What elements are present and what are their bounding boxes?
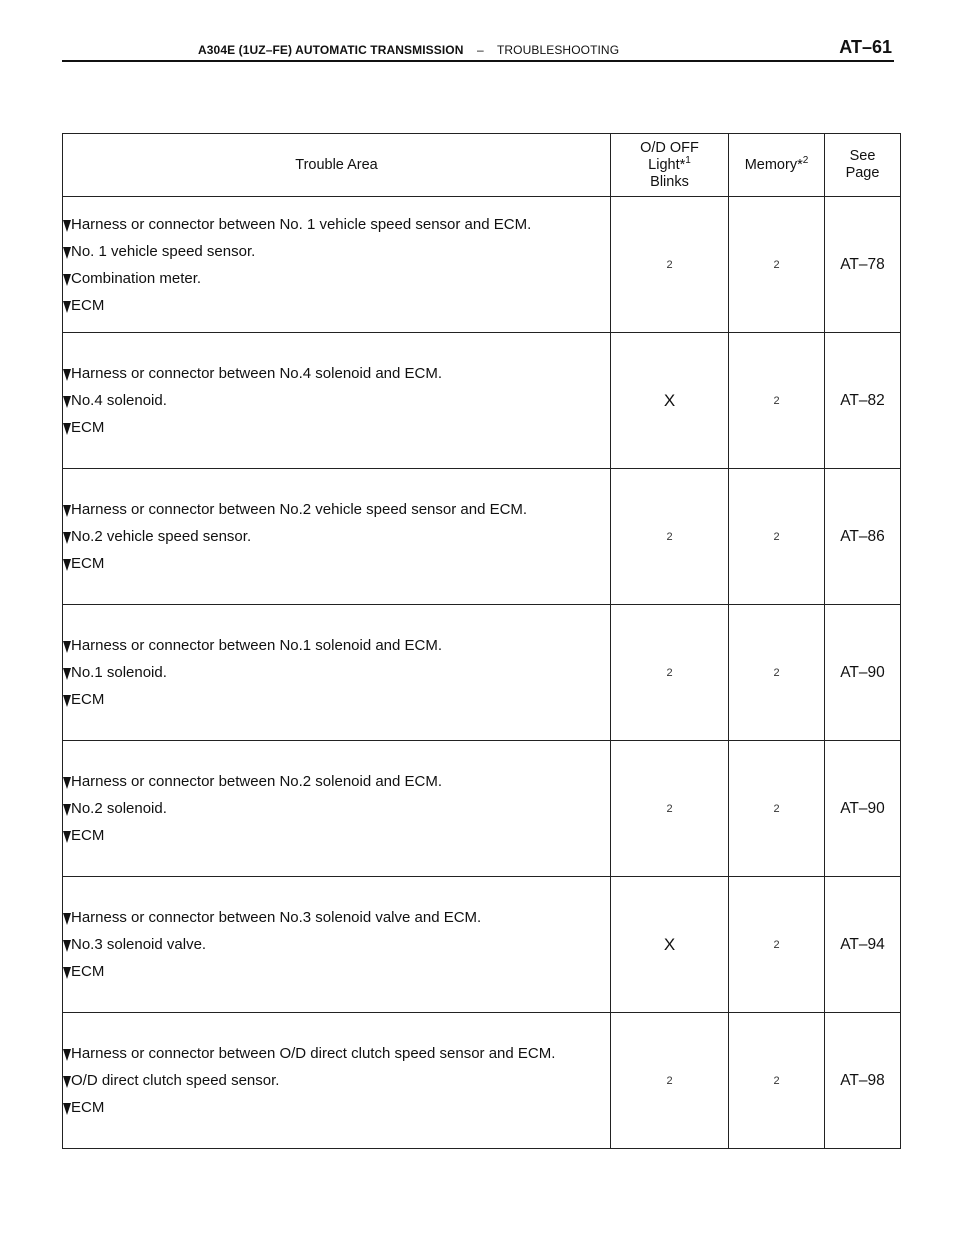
memory-cell: 2 <box>729 605 825 741</box>
memory-cell: 2 <box>729 469 825 605</box>
od-off-line2: Light* <box>648 156 686 173</box>
table-row <box>63 333 901 469</box>
trouble-area-text: Harness or connector between No.2 solenoid and ECM. <box>71 773 443 790</box>
col-header-trouble-area: Trouble Area <box>63 134 611 197</box>
table-header-row <box>63 134 901 197</box>
od-off-footnote: 1 <box>685 154 691 166</box>
memory-cell: 2 <box>729 333 825 469</box>
see-page-cell: AT–90 <box>825 605 901 741</box>
trouble-area-text: No.2 solenoid. <box>71 800 167 817</box>
trouble-area-text: No.1 solenoid. <box>71 664 167 681</box>
trouble-area-item <box>63 931 610 958</box>
see-page-cell: AT–98 <box>825 1013 901 1149</box>
trouble-area-text: Harness or connector between No.2 vehicle speed sensor and ECM. <box>71 501 528 518</box>
col-header-see-page: See Page <box>825 134 901 197</box>
table-row <box>63 877 901 1013</box>
od-off-line1: O/D OFF <box>640 139 699 156</box>
bullet-triangle-icon <box>63 423 71 435</box>
bullet-triangle-icon <box>63 505 71 517</box>
trouble-area-item <box>63 1094 610 1121</box>
memory-cell: 2 <box>729 1013 825 1149</box>
trouble-area-item <box>63 904 610 931</box>
trouble-area-cell <box>63 333 611 469</box>
trouble-area-item <box>63 523 610 550</box>
bullet-triangle-icon <box>63 804 71 816</box>
see-page-cell: AT–90 <box>825 741 901 877</box>
od-off-blink-cell: 2 <box>611 197 729 333</box>
trouble-area-cell <box>63 469 611 605</box>
table-row <box>63 469 901 605</box>
table-row <box>63 197 901 333</box>
trouble-area-text: ECM <box>71 691 105 708</box>
trouble-area-item <box>63 822 610 849</box>
bullet-triangle-icon <box>63 641 71 653</box>
trouble-area-item <box>63 265 610 292</box>
bullet-triangle-icon <box>63 532 71 544</box>
see-page-cell: AT–86 <box>825 469 901 605</box>
page-header <box>62 24 894 62</box>
trouble-area-text: No.2 vehicle speed sensor. <box>71 528 252 545</box>
bullet-triangle-icon <box>63 967 71 979</box>
trouble-area-item <box>63 659 610 686</box>
trouble-area-text: ECM <box>71 296 105 314</box>
bullet-triangle-icon <box>63 940 71 952</box>
see-page-cell: AT–82 <box>825 333 901 469</box>
bullet-triangle-icon <box>63 247 71 259</box>
trouble-area-item <box>63 686 610 713</box>
table-row <box>63 741 901 877</box>
bullet-triangle-icon <box>63 220 71 232</box>
trouble-area-item <box>63 496 610 523</box>
trouble-area-text: ECM <box>71 827 105 844</box>
trouble-area-item <box>63 795 610 822</box>
trouble-area-text: ECM <box>71 1099 105 1116</box>
col-header-memory: Memory*$^2$ <box>729 134 825 197</box>
trouble-area-item <box>63 387 610 414</box>
trouble-area-item <box>63 211 610 238</box>
page-number: AT–61 <box>839 37 892 57</box>
table-row <box>63 605 901 741</box>
see-page-cell: AT–78 <box>825 197 901 333</box>
trouble-area-item <box>63 292 610 319</box>
col-header-od-off <box>611 134 729 197</box>
trouble-area-cell <box>63 877 611 1013</box>
memory-cell: 2 <box>729 877 825 1013</box>
trouble-area-text: Harness or connector between No.4 solenoid and ECM. <box>71 365 443 382</box>
trouble-area-cell <box>63 197 611 333</box>
trouble-area-item <box>63 414 610 441</box>
memory-cell: 2 <box>729 741 825 877</box>
od-off-blink-cell: X <box>611 333 729 469</box>
trouble-area-item <box>63 958 610 985</box>
bullet-triangle-icon <box>63 559 71 571</box>
header-separator: – <box>476 43 484 57</box>
bullet-triangle-icon <box>63 274 71 286</box>
od-off-line3: Blinks <box>650 173 689 190</box>
trouble-area-text: ECM <box>71 419 105 436</box>
bullet-triangle-icon <box>63 695 71 707</box>
bullet-triangle-icon <box>63 668 71 680</box>
bullet-triangle-icon <box>63 831 71 843</box>
od-off-blink-cell: 2 <box>611 1013 729 1149</box>
od-off-blink-cell: 2 <box>611 469 729 605</box>
bullet-triangle-icon <box>63 913 71 925</box>
trouble-area-cell <box>63 605 611 741</box>
trouble-area-cell <box>63 741 611 877</box>
od-off-blink-cell: 2 <box>611 605 729 741</box>
trouble-area-text: Combination meter. <box>71 269 202 287</box>
trouble-area-item <box>63 360 610 387</box>
trouble-area-item <box>63 550 610 577</box>
see-page-cell: AT–94 <box>825 877 901 1013</box>
trouble-area-table <box>62 133 901 1149</box>
memory-footnote: 2 <box>802 154 809 166</box>
bullet-triangle-icon <box>63 369 71 381</box>
trouble-area-text: Harness or connector between O/D direct clutch speed sensor and ECM. <box>71 1045 556 1062</box>
trouble-area-text: Harness or connector between No.3 solenoid valve and ECM. <box>71 909 482 926</box>
bullet-triangle-icon <box>63 1103 71 1115</box>
trouble-area-cell <box>63 1013 611 1149</box>
od-off-blink-cell: X <box>611 877 729 1013</box>
trouble-area-text: O/D direct clutch speed sensor. <box>71 1072 280 1089</box>
header-title: A304E (1UZ–FE) AUTOMATIC TRANSMISSION <box>198 43 464 57</box>
bullet-triangle-icon <box>63 396 71 408</box>
trouble-area-text: No.3 solenoid valve. <box>71 936 207 953</box>
trouble-area-text: Harness or connector between No. 1 vehicle speed sensor and ECM. <box>71 215 532 233</box>
trouble-area-item <box>63 1040 610 1067</box>
trouble-area-text: Harness or connector between No.1 solenoid and ECM. <box>71 637 443 654</box>
header-title-group <box>198 43 619 57</box>
bullet-triangle-icon <box>63 1049 71 1061</box>
header-section: TROUBLESHOOTING <box>496 43 620 57</box>
bullet-triangle-icon <box>63 777 71 789</box>
trouble-area-item <box>63 768 610 795</box>
bullet-triangle-icon <box>63 301 71 313</box>
trouble-area-item <box>63 238 610 265</box>
od-off-blink-cell: 2 <box>611 741 729 877</box>
trouble-area-text: No.4 solenoid. <box>71 392 167 409</box>
trouble-area-text: ECM <box>71 555 105 572</box>
trouble-area-text: No. 1 vehicle speed sensor. <box>71 242 256 260</box>
trouble-area-item <box>63 632 610 659</box>
trouble-area-item <box>63 1067 610 1094</box>
bullet-triangle-icon <box>63 1076 71 1088</box>
memory-cell: 2 <box>729 197 825 333</box>
table-body <box>63 197 901 1149</box>
trouble-area-text: ECM <box>71 963 105 980</box>
table-row <box>63 1013 901 1149</box>
